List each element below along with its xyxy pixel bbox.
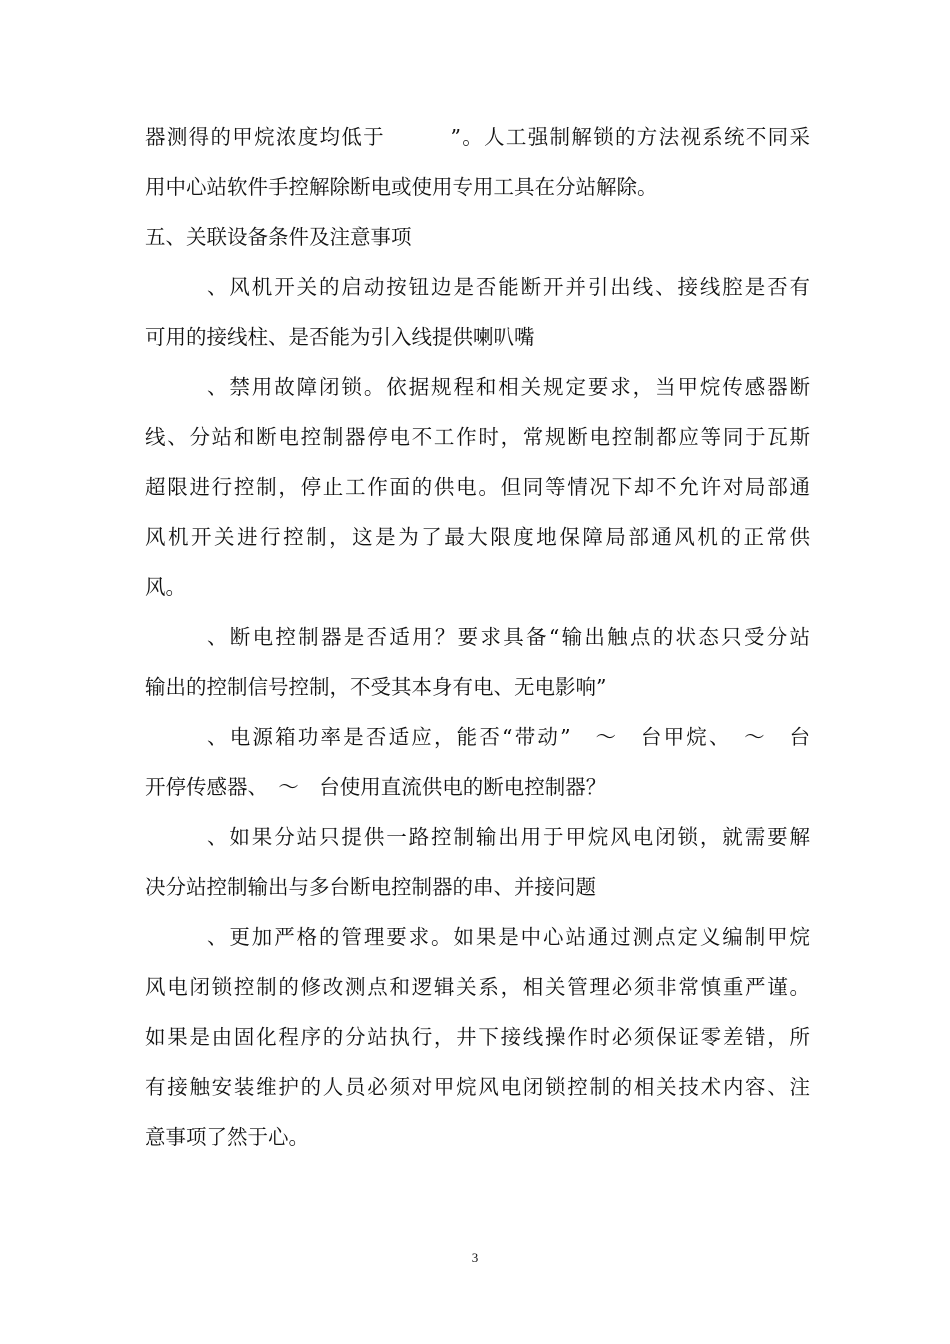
paragraph-line: 如果是由固化程序的分站执行，井下接线操作时必须保证零差错，所 [145, 1025, 810, 1049]
page-number: 3 [471, 1250, 479, 1265]
paragraph-line: 、电源箱功率是否适应，能否“带动” ～ 台甲烷、 ～ 台 [207, 725, 810, 749]
paragraph-line: 线、分站和断电控制器停电不工作时，常规断电控制都应等同于瓦斯 [145, 425, 810, 449]
paragraph-line: 输出的控制信号控制，不受其本身有电、无电影响” [145, 675, 607, 699]
section-heading: 五、关联设备条件及注意事项 [145, 225, 412, 249]
paragraph-line: 、如果分站只提供一路控制输出用于甲烷风电闭锁，就需要解 [207, 825, 810, 849]
paragraph-line: 器测得的甲烷浓度均低于 ”。人工强制解锁的方法视系统不同采 [145, 125, 810, 149]
paragraph-line: 超限进行控制，停止工作面的供电。但同等情况下却不允许对局部通 [145, 475, 810, 499]
paragraph-line: 风。 [145, 575, 186, 599]
paragraph-line: 风电闭锁控制的修改测点和逻辑关系，相关管理必须非常慎重严谨。 [145, 975, 810, 999]
paragraph-line: 风机开关进行控制，这是为了最大限度地保障局部通风机的正常供 [145, 525, 810, 549]
paragraph-line: 、断电控制器是否适用？要求具备“输出触点的状态只受分站 [207, 625, 810, 649]
paragraph-line: 意事项了然于心。 [145, 1125, 309, 1149]
paragraph-line: 、禁用故障闭锁。依据规程和相关规定要求，当甲烷传感器断 [207, 375, 810, 399]
paragraph-line: 有接触安装维护的人员必须对甲烷风电闭锁控制的相关技术内容、注 [145, 1075, 810, 1099]
paragraph-line: 、更加严格的管理要求。如果是中心站通过测点定义编制甲烷 [207, 925, 810, 949]
paragraph-line: 、风机开关的启动按钮边是否能断开并引出线、接线腔是否有 [207, 275, 810, 299]
paragraph-line: 用中心站软件手控解除断电或使用专用工具在分站解除。 [145, 175, 658, 199]
paragraph-line: 可用的接线柱、是否能为引入线提供喇叭嘴 [145, 325, 535, 349]
paragraph-line: 开停传感器、 ～ 台使用直流供电的断电控制器？ [145, 775, 607, 799]
document-body [145, 112, 810, 1162]
paragraph-line: 决分站控制输出与多台断电控制器的串、并接问题 [145, 875, 596, 899]
